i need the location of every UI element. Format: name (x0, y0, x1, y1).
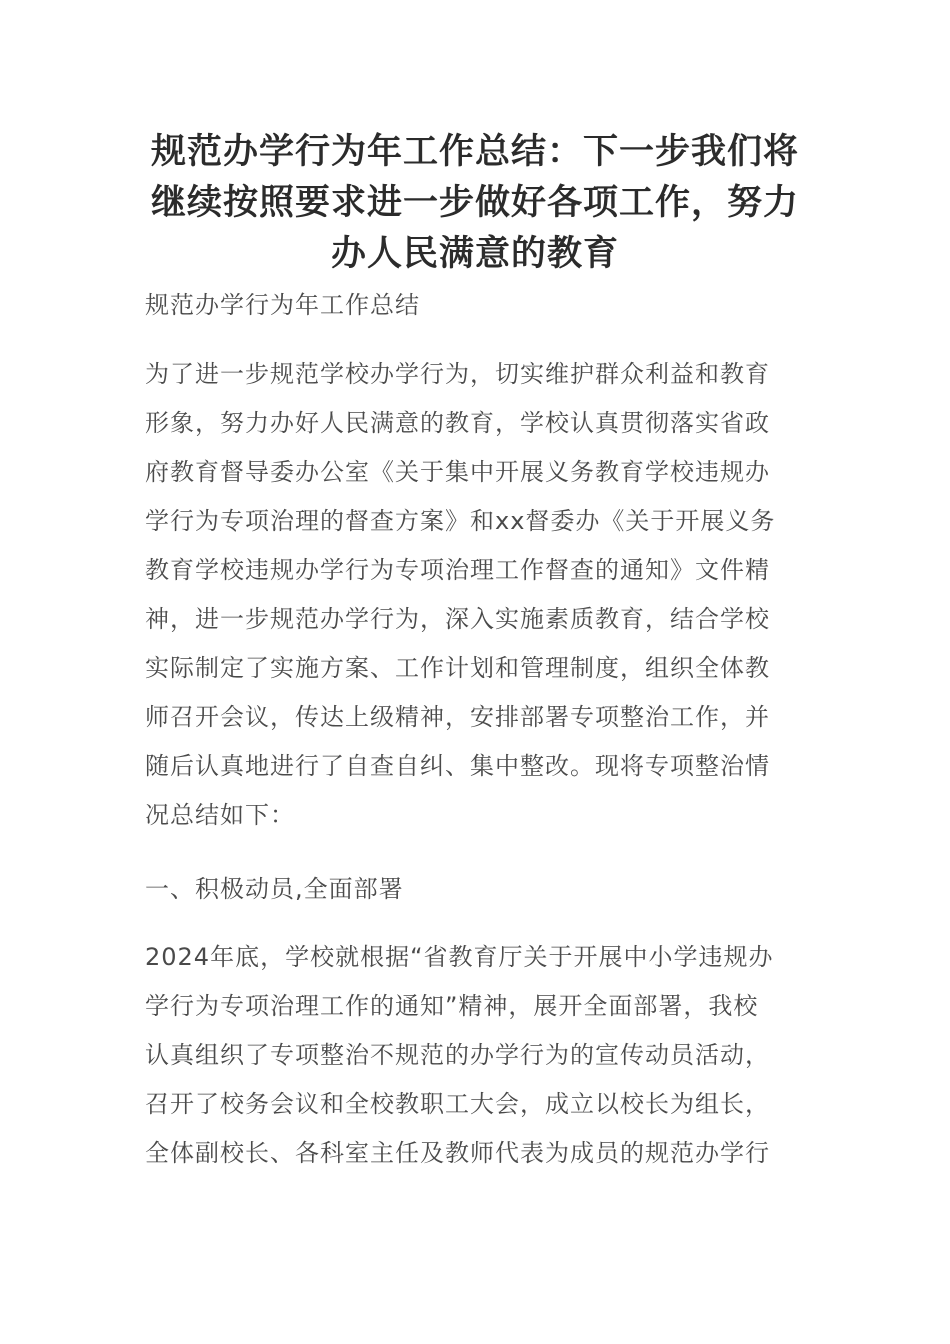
paragraph-line: 师召开会议，传达上级精神，安排部署专项整治工作，并 (145, 703, 770, 731)
intro-paragraph (145, 350, 805, 840)
paragraph-line: 教育学校违规办学行为专项治理工作督查的通知》文件精 (145, 556, 770, 584)
paragraph-line: 学行为专项治理工作的通知”精神，展开全面部署，我校 (145, 992, 759, 1020)
document-title (140, 126, 810, 279)
title-line: 办人民满意的教育 (330, 233, 619, 274)
paragraph-line: 2024年底，学校就根据“省教育厅关于开展中小学违规办 (145, 943, 774, 971)
paragraph-line: 神，进一步规范办学行为，深入实施素质教育，结合学校 (145, 605, 770, 633)
title-line: 继续按照要求进一步做好各项工作，努力 (150, 182, 799, 223)
paragraph-line: 况总结如下： (145, 801, 295, 829)
paragraph-line: 为了进一步规范学校办学行为，切实维护群众利益和教育 (145, 360, 770, 388)
paragraph-line: 府教育督导委办公室《关于集中开展义务教育学校违规办 (145, 458, 770, 486)
paragraph-line: 形象，努力办好人民满意的教育，学校认真贯彻落实省政 (145, 409, 770, 437)
paragraph-line: 实际制定了实施方案、工作计划和管理制度，组织全体教 (145, 654, 770, 682)
paragraph-line: 全体副校长、各科室主任及教师代表为成员的规范办学行 (145, 1139, 770, 1167)
section-paragraph (145, 933, 805, 1178)
paragraph-line: 召开了校务会议和全校教职工大会，成立以校长为组长， (145, 1090, 770, 1118)
paragraph-line: 认真组织了专项整治不规范的办学行为的宣传动员活动， (145, 1041, 770, 1069)
section-heading-text: 一、积极动员,全面部署 (145, 875, 404, 903)
section-heading (145, 865, 805, 914)
document-subtitle (145, 281, 805, 330)
subtitle-text: 规范办学行为年工作总结 (145, 291, 420, 319)
paragraph-line: 学行为专项治理的督查方案》和xx督委办《关于开展义务 (145, 507, 776, 535)
title-line: 规范办学行为年工作总结：下一步我们将 (150, 131, 799, 172)
paragraph-line: 随后认真地进行了自查自纠、集中整改。现将专项整治情 (145, 752, 770, 780)
